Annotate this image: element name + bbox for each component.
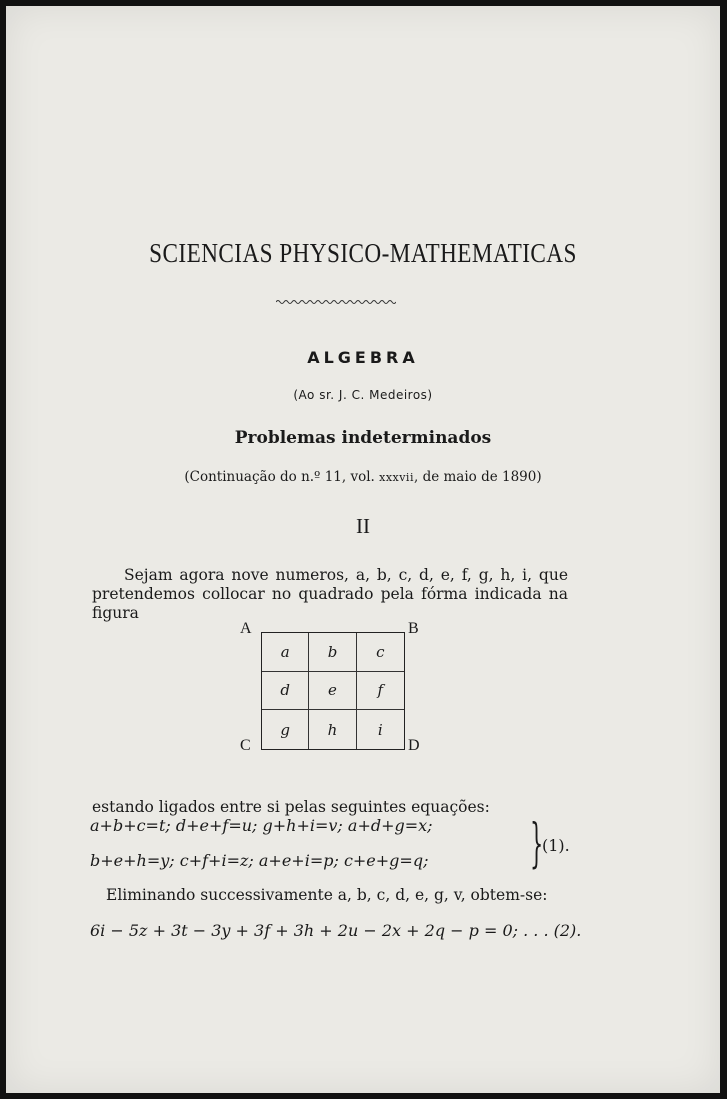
ornament-wave-divider xyxy=(276,298,396,306)
corner-label-b: B xyxy=(408,620,419,637)
grid-cell: i xyxy=(377,720,383,739)
journal-page xyxy=(6,6,720,1093)
corner-label-c: C xyxy=(240,737,251,754)
grid-cell: c xyxy=(357,633,404,672)
equation-line-3: 6i − 5z + 3t − 3y + 3f + 3h + 2u − 2x + 2q − p = 0; . . . (2). xyxy=(90,921,582,940)
grid-cell: g xyxy=(262,710,309,749)
magic-square-figure xyxy=(238,620,428,764)
continuation-volume: xxxvii xyxy=(379,471,414,484)
equation-line-1: a+b+c=t; d+e+f=u; g+h+i=v; a+d+g=x; xyxy=(90,816,433,835)
section-heading: ALGEBRA xyxy=(307,348,419,367)
grid-cell: f xyxy=(357,672,404,711)
square-grid xyxy=(261,632,405,750)
continuation-post: , de maio de 1890) xyxy=(413,469,542,485)
grid-cell: b xyxy=(309,633,356,672)
equation-line-2: b+e+h=y; c+f+i=z; a+e+i=p; c+e+g=q; xyxy=(90,851,429,870)
equation-number-1: (1). xyxy=(542,836,570,855)
corner-label-a: A xyxy=(240,620,252,637)
article-subtitle: Problemas indeterminados xyxy=(234,428,492,448)
right-brace: } xyxy=(530,814,544,874)
main-title: SCIENCIAS PHYSICO-MATHEMATICAS xyxy=(149,238,577,268)
paragraph-3: Eliminando successivamente a, b, c, d, e, g, v, obtem-se: xyxy=(106,886,548,904)
grid-cell: d xyxy=(262,672,309,711)
continuation-note xyxy=(6,469,720,485)
grid-cell: h xyxy=(309,710,356,749)
grid-cell: e xyxy=(309,672,356,711)
corner-label-d: D xyxy=(408,737,420,754)
paragraph-1: Sejam agora nove numeros, a, b, c, d, e, f, g, h, i, que pretendemos collocar no quadrado pela fórma indicada na figura xyxy=(92,566,568,622)
continuation-pre: (Continuação do n.º 11, vol. xyxy=(184,469,380,485)
dedication: (Ao sr. J. C. Medeiros) xyxy=(293,388,433,402)
part-number: II xyxy=(356,514,370,538)
grid-cell: a xyxy=(262,633,309,672)
paragraph-2: estando ligados entre si pelas seguintes equações: xyxy=(92,798,490,816)
